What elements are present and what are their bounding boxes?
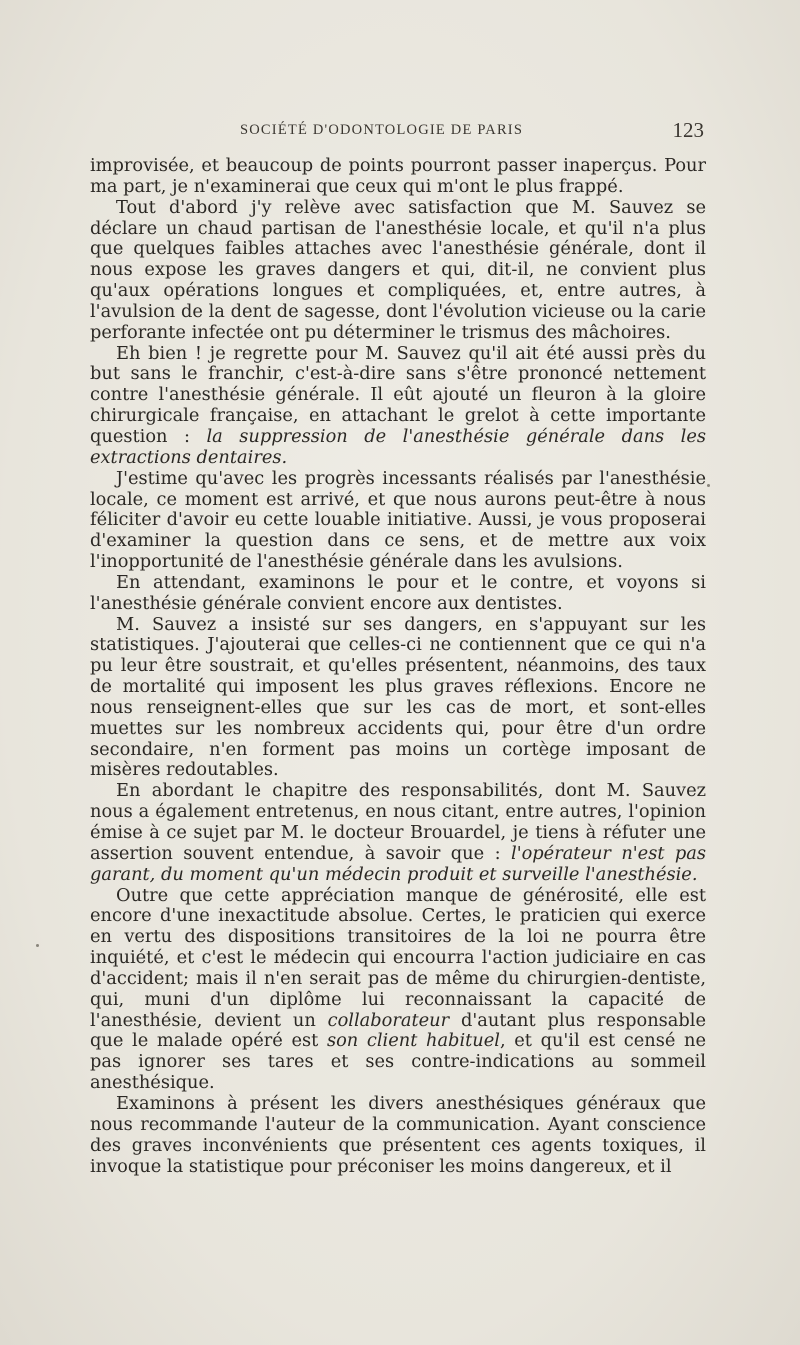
body-text — [90, 156, 706, 1177]
paragraph — [90, 156, 706, 198]
paragraph — [90, 573, 706, 615]
italic-text: son client habituel — [326, 1030, 500, 1052]
text-run: Examinons à présent les divers anesthésiques généraux que nous recommande l'auteur de la communication. Ayant conscience des graves inconvénients que présentent ces agents toxiques, il invoque la statistique pour préconiser les moins dangereux, et il — [90, 1092, 706, 1177]
paper-speck — [36, 944, 39, 947]
text-run: Eh bien ! je regrette pour M. Sauvez qu'il ait été aussi près du but sans le franchir, c'est-à-dire sans s'être prononcé nettement contre l'anesthésie générale. Il eût ajouté un fleuron à la gloire chirurgicale française, en attachant le grelot à cette importante question : — [90, 342, 706, 447]
text-run: d'autant plus responsable que le malade opéré est — [90, 1009, 706, 1052]
paragraph — [90, 781, 706, 885]
italic-text: la suppression de l'anesthésie générale dans les extractions dentaires. — [90, 425, 706, 468]
paper-speck — [707, 484, 710, 487]
text-run: M. Sauvez a insisté sur ses dangers, en s'appuyant sur les statistiques. J'ajouterai que celles-ci ne contiennent que ce qui n'a pu leur être soustrait, et qu'elles présentent, néanmoins, des taux de mortalité qui imposent les plus graves réflexions. Encore ne nous renseignent-elles que sur les cas de mort, et sont-elles muettes sur les nombreux accidents qui, pour être d'un ordre secondaire, n'en forment pas moins un cortège imposant de misères redoutables. — [90, 613, 706, 781]
text-run: improvisée, et beaucoup de points pourront passer inaperçus. Pour ma part, je n'examinerai que ceux qui m'ont le plus frappé. — [90, 155, 706, 197]
paragraph — [90, 886, 706, 1094]
paragraph — [90, 615, 706, 782]
italic-text: l'opérateur n'est pas garant, du moment qu'un médecin produit et surveille l'anesthésie. — [90, 842, 707, 885]
paragraph — [90, 344, 706, 469]
text-run: Tout d'abord j'y relève avec satisfaction que M. Sauvez se déclare un chaud partisan de l'anesthésie locale, et qu'il n'a plus que quelques faibles attaches avec l'anesthésie générale, dont il nous expose les graves dangers et qui, dit-il, ne convient plus qu'aux opérations longues et compliquées, et, entre autres, à l'avulsion de la dent de sagesse, dont l'évolution vicieuse ou la carie perforante infectée ont pu déterminer le trismus des mâchoires. — [90, 196, 706, 343]
paragraph — [90, 198, 706, 344]
text-run: En abordant le chapitre des responsabilités, dont M. Sauvez nous a également entretenus, en nous citant, entre autres, l'opinion émise à ce sujet par M. le docteur Brouardel, je tiens à réfuter une assertion souvent entendue, à savoir que : — [90, 780, 706, 864]
paragraph — [90, 469, 706, 573]
text-run: En attendant, examinons le pour et le contre, et voyons si l'anesthésie générale convient encore aux dentistes. — [90, 571, 706, 614]
page-number: 123 — [672, 118, 704, 142]
italic-text: collaborateur — [327, 1009, 450, 1031]
page-header — [108, 118, 704, 146]
text-run: Outre que cette appréciation manque de générosité, elle est encore d'une inexactitude absolue. Certes, le praticien qui exerce en vertu des dispositions transitoires de la loi ne pourra être inquiété, et c'est le médecin qui encourra l'action judiciaire en cas d'accident; mais il n'en serait pas de même du chirurgien-dentiste, qui, muni d'un diplôme lui reconnaissant la capacité de l'anesthésie, devient un — [90, 884, 706, 1031]
text-run: J'estime qu'avec les progrès incessants réalisés par l'anesthésie locale, ce moment est arrivé, et que nous aurons peut-être à nous féliciter d'avoir eu cette louable initiative. Aussi, je vous proposerai d'examiner la question dans ce sens, et de mettre aux voix l'inopportunité de l'anesthésie générale dans les avulsions. — [90, 467, 706, 573]
paragraph — [90, 1094, 706, 1177]
running-title: SOCIÉTÉ D'ODONTOLOGIE DE PARIS — [240, 122, 524, 138]
text-run: , et qu'il est censé ne pas ignorer ses tares et ses contre-indications au sommeil anesthésique. — [90, 1030, 706, 1094]
